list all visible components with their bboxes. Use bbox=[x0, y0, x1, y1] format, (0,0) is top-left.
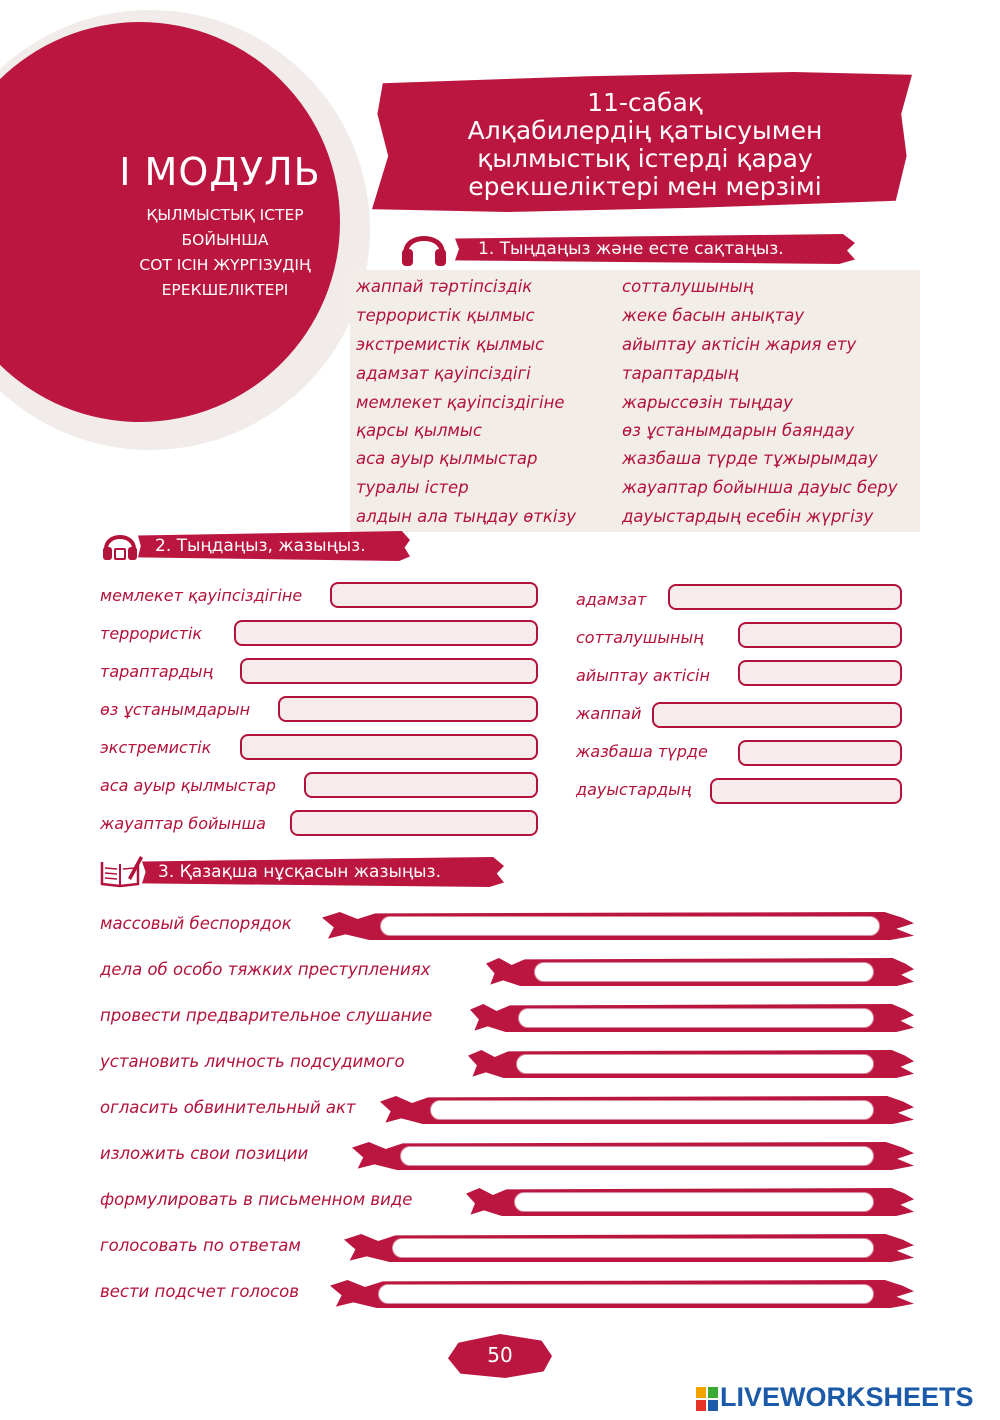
module-subtitle-line: ҚЫЛМЫСТЫҚ ІСТЕР bbox=[146, 206, 304, 224]
liveworksheets-watermark: LIVEWORKSHEETS bbox=[720, 1382, 974, 1412]
ex3-label: провести предварительное слушание bbox=[100, 1006, 433, 1025]
ex3-answer-field[interactable] bbox=[392, 1238, 874, 1258]
ex3-label: вести подсчет голосов bbox=[100, 1282, 299, 1301]
ex2-answer-field[interactable] bbox=[278, 696, 538, 722]
ex2-answer-field[interactable] bbox=[290, 810, 538, 836]
liveworksheets-logo-icon bbox=[696, 1387, 718, 1411]
vocab-item: жауаптар бойынша дауыс беру bbox=[622, 478, 898, 497]
ex2-label: айыптау актісін bbox=[576, 666, 710, 685]
ex3-label: голосовать по ответам bbox=[100, 1236, 301, 1255]
vocab-item: жазбаша түрде тұжырымдау bbox=[622, 449, 878, 468]
vocab-item: алдын ала тыңдау өткізу bbox=[356, 507, 577, 526]
lesson-number: 11-сабақ bbox=[587, 88, 703, 117]
ex2-label: террористік bbox=[100, 624, 203, 643]
lesson-title-line: қылмыстық істерді қарау bbox=[477, 144, 813, 173]
page-number: 50 bbox=[487, 1343, 513, 1367]
ex2-label: дауыстардың bbox=[576, 780, 692, 799]
ex2-label: экстремистік bbox=[100, 738, 212, 757]
ex2-answer-field[interactable] bbox=[738, 622, 902, 648]
ex2-answer-field[interactable] bbox=[738, 740, 902, 766]
vocab-item: экстремистік қылмыс bbox=[356, 335, 545, 354]
module-subtitle-line: БОЙЫНША bbox=[181, 231, 269, 249]
vocab-item: террористік қылмыс bbox=[356, 306, 535, 325]
module-title: I МОДУЛЬ bbox=[119, 150, 321, 194]
ex2-answer-field[interactable] bbox=[240, 658, 538, 684]
vocab-item: адамзат қауіпсіздігі bbox=[356, 364, 531, 383]
ex2-label: өз ұстанымдарын bbox=[100, 700, 251, 719]
book-pencil-icon bbox=[100, 852, 144, 888]
ex3-answer-field[interactable] bbox=[514, 1192, 874, 1212]
vocab-item: тараптардың bbox=[622, 364, 739, 383]
lesson-title-line: ерекшеліктері мен мерзімі bbox=[468, 172, 822, 201]
ex2-label: адамзат bbox=[576, 590, 647, 609]
vocab-item: мемлекет қауіпсіздігіне bbox=[356, 393, 565, 412]
ex2-answer-field[interactable] bbox=[330, 582, 538, 608]
ex3-answer-field[interactable] bbox=[378, 1284, 874, 1304]
vocab-item: туралы істер bbox=[356, 478, 469, 497]
ex3-label: дела об особо тяжких преступлениях bbox=[100, 960, 431, 979]
ex3-answer-field[interactable] bbox=[518, 1008, 874, 1028]
section2-title: 2. Тыңдаңыз, жазыңыз. bbox=[155, 536, 366, 556]
ex2-label: мемлекет қауіпсіздігіне bbox=[100, 586, 303, 605]
ex2-label: тараптардың bbox=[100, 662, 214, 681]
module-subtitle bbox=[110, 203, 340, 303]
vocab-item: қарсы қылмыс bbox=[356, 421, 482, 440]
ex2-answer-field[interactable] bbox=[668, 584, 902, 610]
ex2-answer-field[interactable] bbox=[652, 702, 902, 728]
vocab-item: өз ұстанымдарын баяндау bbox=[622, 421, 855, 440]
vocab-item: айыптау актісін жария ету bbox=[622, 335, 857, 354]
ex2-label: аса ауыр қылмыстар bbox=[100, 776, 276, 795]
vocab-item: дауыстардың есебін жүргізу bbox=[622, 507, 874, 526]
ex2-label: жаппай bbox=[576, 704, 642, 723]
module-subtitle-line: ЕРЕКШЕЛІКТЕРІ bbox=[161, 281, 289, 299]
vocab-item: сотталушының bbox=[622, 277, 754, 296]
ex2-label: жауаптар бойынша bbox=[100, 814, 266, 833]
ex3-label: изложить свои позиции bbox=[100, 1144, 309, 1163]
ex2-answer-field[interactable] bbox=[710, 778, 902, 804]
vocab-item: жаппай тәртіпсіздік bbox=[356, 277, 533, 296]
module-subtitle-line: СОТ ІСІН ЖҮРГІЗУДІҢ bbox=[139, 256, 311, 274]
headphones-icon bbox=[100, 527, 140, 563]
ex2-answer-field[interactable] bbox=[240, 734, 538, 760]
ex2-answer-field[interactable] bbox=[738, 660, 902, 686]
section1-title: 1. Тыңдаңыз және есте сақтаңыз. bbox=[478, 239, 784, 259]
ex3-label: массовый беспорядок bbox=[100, 914, 292, 933]
ex2-label: жазбаша түрде bbox=[576, 742, 708, 761]
ex3-label: формулировать в письменном виде bbox=[100, 1190, 413, 1209]
ex3-answer-field[interactable] bbox=[430, 1100, 874, 1120]
vocab-item: жарыссөзін тыңдау bbox=[622, 393, 793, 412]
vocab-item: аса ауыр қылмыстар bbox=[356, 449, 538, 468]
ex3-answer-field[interactable] bbox=[516, 1054, 874, 1074]
ex2-label: сотталушының bbox=[576, 628, 704, 647]
vocab-item: жеке басын анықтау bbox=[622, 306, 805, 325]
ex2-answer-field[interactable] bbox=[304, 772, 538, 798]
lesson-title-line: Алқабилердің қатысуымен bbox=[467, 116, 823, 145]
ex3-answer-field[interactable] bbox=[380, 916, 880, 936]
headphones-icon bbox=[398, 222, 450, 270]
ex3-label: установить личность подсудимого bbox=[100, 1052, 405, 1071]
ex3-answer-field[interactable] bbox=[534, 962, 874, 982]
ex3-label: огласить обвинительный акт bbox=[100, 1098, 356, 1117]
section3-title: 3. Қазақша нұсқасын жазыңыз. bbox=[158, 862, 441, 882]
ex3-answer-field[interactable] bbox=[400, 1146, 874, 1166]
ex2-answer-field[interactable] bbox=[234, 620, 538, 646]
